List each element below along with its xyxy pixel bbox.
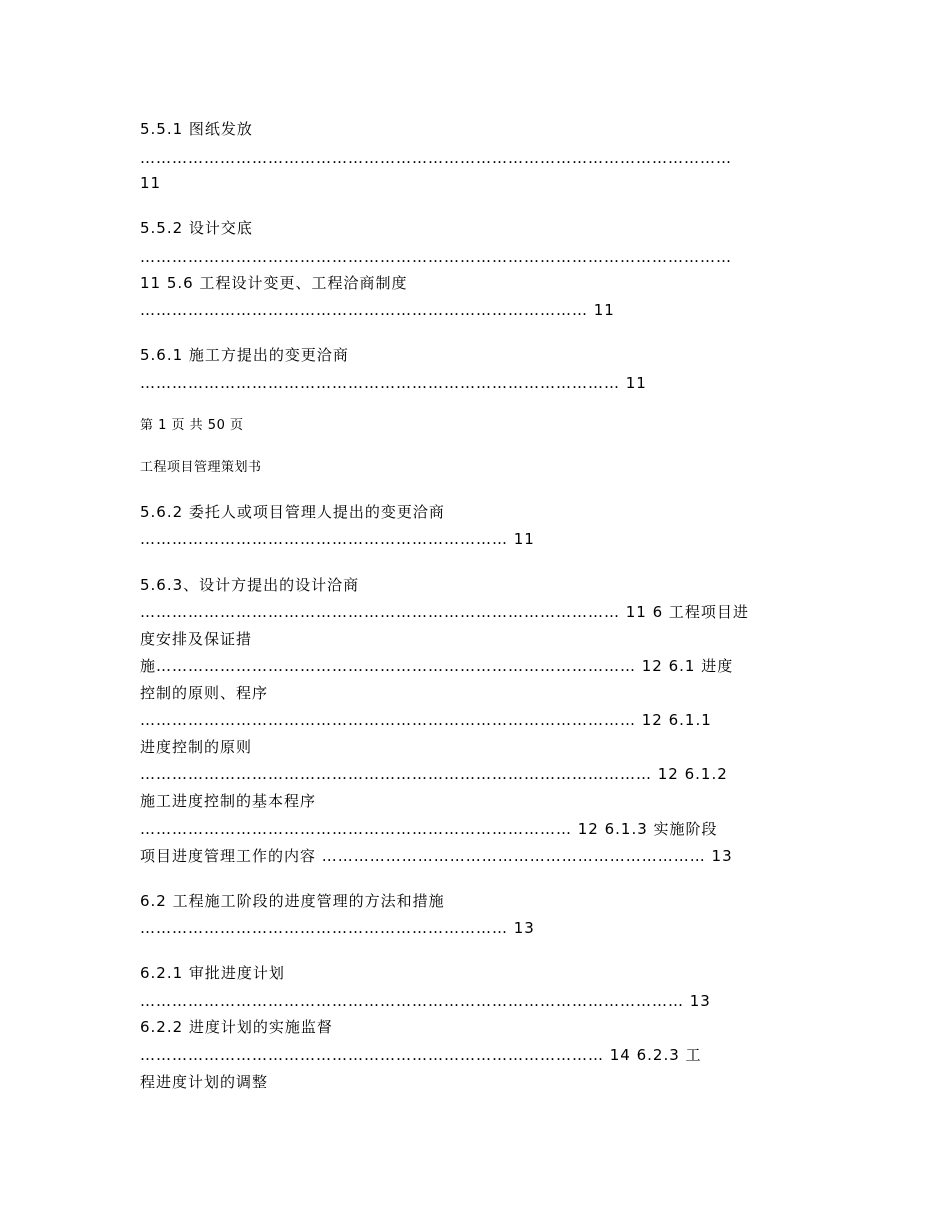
toc-leader-dots: ……………………………………………………………………… 12 6.1.3 实施阶段 bbox=[140, 820, 718, 838]
toc-entry-title: 进度控制的原则 bbox=[140, 738, 253, 756]
toc-entry-title: 6.2.2 进度计划的实施监督 bbox=[140, 1018, 333, 1036]
toc-entry-title: 5.6.1 施工方提出的变更洽商 bbox=[140, 346, 349, 364]
toc-leader-dots: ………………………………………………………………………………………………… bbox=[140, 149, 732, 167]
toc-entry-title: 度安排及保证措 bbox=[140, 630, 253, 648]
toc-entry-title: 程进度计划的调整 bbox=[140, 1073, 269, 1091]
toc-leader-dots: ………………………………………………………………………… 11 bbox=[140, 301, 615, 319]
toc-page-number: 11 bbox=[140, 174, 162, 192]
toc-leader-dots: ………………………………………………………………………………………………… bbox=[140, 248, 732, 266]
toc-leader-dots: ……………………………………………………………………………… 11 bbox=[140, 374, 647, 392]
toc-leader-dots: …………………………………………………………………………………… 12 6.1.2 bbox=[140, 765, 728, 783]
toc-entry-title: 5.6.2 委托人或项目管理人提出的变更洽商 bbox=[140, 503, 445, 521]
toc-entry-title: 6.2 工程施工阶段的进度管理的方法和措施 bbox=[140, 892, 445, 910]
toc-entry-title: 项目进度管理工作的内容 ……………………………………………………………… 13 bbox=[140, 847, 733, 865]
toc-entry-title: 控制的原则、程序 bbox=[140, 684, 269, 702]
toc-leader-dots: …………………………………………………………… 11 bbox=[140, 530, 535, 548]
toc-entry-title: 5.6.3、设计方提出的设计洽商 bbox=[140, 576, 360, 594]
toc-entry-title: 6.2.1 审批进度计划 bbox=[140, 964, 285, 982]
toc-entry-title: 11 5.6 工程设计变更、工程洽商制度 bbox=[140, 274, 408, 292]
toc-entry-title: 施工进度控制的基本程序 bbox=[140, 792, 317, 810]
toc-leader-dots: ………………………………………………………………………………………… 13 bbox=[140, 992, 711, 1010]
toc-leader-dots: …………………………………………………………………………… 14 6.2.3 工 bbox=[140, 1046, 702, 1064]
toc-leader-dots: …………………………………………………………… 13 bbox=[140, 919, 535, 937]
toc-entry-title: 5.5.1 图纸发放 bbox=[140, 120, 253, 138]
toc-entry-title: 5.5.2 设计交底 bbox=[140, 219, 253, 237]
toc-leader-dots: 施……………………………………………………………………………… 12 6.1 进度 bbox=[140, 657, 734, 675]
toc-leader-dots: ……………………………………………………………………………… 11 6 工程项目进 bbox=[140, 603, 749, 621]
page-footer: 第 1 页 共 50 页 bbox=[140, 418, 244, 433]
toc-leader-dots: ………………………………………………………………………………… 12 6.1.1 bbox=[140, 711, 712, 729]
page-header: 工程项目管理策划书 bbox=[140, 460, 262, 475]
